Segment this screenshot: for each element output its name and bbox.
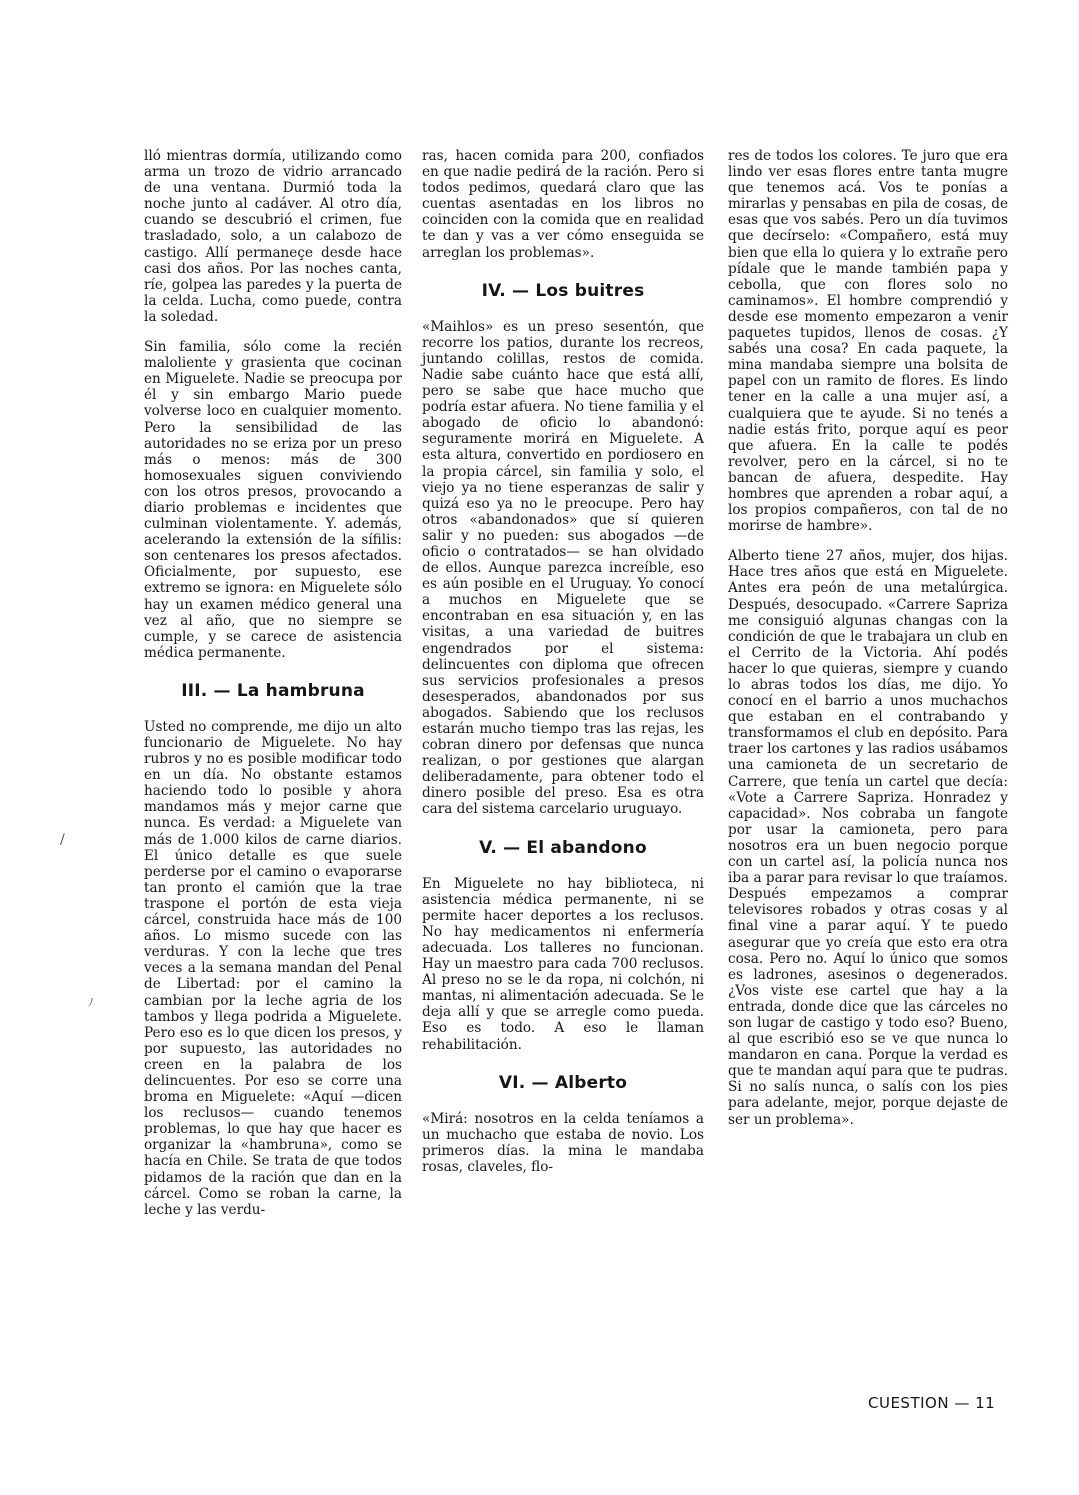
paragraph: En Miguelete no hay biblioteca, ni asistencia médica permanente, ni se permite hacer deportes a los reclusos. No hay medicamentos ni enfermería adecuada. Los talleres no funcionan. Hay un maestro para cada 700 reclusos. Al preso no se le da ropa, ni colchón, ni mantas, ni alimentación adecuada. Se le deja allí y que se arregle como pueda. Eso es todo. A eso le llaman rehabilitación. bbox=[422, 875, 704, 1053]
page-footer: CUESTION — 11 bbox=[868, 1394, 996, 1412]
paragraph: Usted no comprende, me dijo un alto funcionario de Miguelete. No hay rubros y no es posible modificar todo en un día. No obstante estamos haciendo todo lo posible y ahora mandamos más y mejor carne que nunca. Es verdad: a Miguelete van más de 1.000 kilos de carne diarios. El único detalle es que suele perderse por el camino o evaporarse tan pronto el camión que la trae traspone el portón de esta vieja cárcel, construida hace más de 100 años. Lo mismo sucede con las verduras. Y con la leche que tres veces a la semana mandan del Penal de Libertad: por el camino la cambian por la leche agria de los tambos y llega podrida a Miguelete. Pero eso es lo que dicen los presos, y por supuesto, las autoridades no creen en la palabra de los delincuentes. Por eso se corre una broma en Miguelete: «Aquí —dicen los reclusos— cuando tenemos problemas, lo que hay que hacer es organizar la «hambruna», como se hacía en Chile. Se trata de que todos pidamos de la ración que dan en la cárcel. Como se roban la carne, la leche y las verdu- bbox=[144, 718, 402, 1218]
column-3 bbox=[728, 148, 1008, 1128]
section-heading-los-buitres: IV. — Los buitres bbox=[481, 280, 645, 301]
column-2 bbox=[422, 148, 704, 1175]
column-1 bbox=[144, 148, 402, 1218]
paragraph: «Maihlos» es un preso sesentón, que recorre los patios, durante los recreos, juntando colillas, restos de comida. Nadie sabe cuánto hace que está allí, pero se sabe que hace mucho que podría estar afuera. No tiene familia y el abogado de oficio lo abandonó: seguramente morirá en Miguelete. A esta altura, convertido en pordiosero en la propia cárcel, sin familia y solo, el viejo ya no tiene esperanzas de salir y quizá eso ya no le preocupe. Pero hay otros «abandonados» que sí quieren salir y no pueden: sus abogados —de oficio o contratados— se han olvidado de ellos. Aunque parezca increíble, eso es aún posible en el Uruguay. Yo conocí a muchos en Miguelete que se encontraban en esa situación y, en las visitas, a una variedad de buitres engendrados por el sistema: delincuentes con diploma que ofrecen sus servicios profesionales a presos desesperados, abandonados por sus abogados. Sabiendo que los reclusos estarán mucho tiempo tras las rejas, les cobran dinero por defensas que nunca realizan, o por gestiones que alargan deliberadamente, para obtener todo el dinero posible del preso. Esa es otra cara del sistema carcelario uruguayo. bbox=[422, 318, 704, 818]
section-heading-la-hambruna: III. — La hambruna bbox=[181, 680, 365, 701]
section-heading-el-abandono: V. — El abandono bbox=[479, 837, 647, 858]
section-heading-alberto: VI. — Alberto bbox=[498, 1072, 628, 1093]
paragraph: ras, hacen comida para 200, confiados en que nadie pedirá de la ración. Pero si todos pedimos, quedará claro que las cuentas asentadas en los libros no coinciden con la comida que en realidad te dan y vas a ver cómo enseguida se arreglan los problemas». bbox=[422, 148, 704, 261]
paragraph: Alberto tiene 27 años, mujer, dos hijas. Hace tres años que está en Miguelete. Antes era peón de una metalúrgica. Después, desocupado. «Carrere Sapriza me consiguió algunas changas con la condición de que le trabajara un club en el Cerrito de la Victoria. Ahí podés hacer lo que quieras, siempre y cuando lo abras todos los días, me dijo. Yo conocí en el barrio a unos muchachos que estaban en el contrabando y transformamos el club en depósito. Para traer los cartones y las radios usábamos una camioneta de un secretario de Carrere, que tenía un cartel que decía: «Vote a Carrere Sapriza. Honradez y capacidad». Nos cobraba un fangote por usar la camioneta, pero para nosotros era un buen negocio porque con un cartel así, la policía nunca nos iba a parar para revisar lo que traíamos. Después empezamos a comprar televisores robados y otras cosas y al final vine a parar aquí. Y te puedo asegurar que yo creía que esto era otra cosa. Pero no. Aquí lo único que somos es ladrones, asesinos o degenerados. ¿Vos viste ese cartel que hay a la entrada, donde dice que las cárceles no son lugar de castigo y todo eso? Bueno, al que escribió eso se ve que nunca lo mandaron en cana. Porque la verdad es que te mandan aquí para que te pudras. Si no salís nunca, o salís con los pies para adelante, mejor, porque dejaste de ser un problema». bbox=[728, 548, 1008, 1128]
margin-mark: / bbox=[60, 832, 65, 848]
paragraph: lló mientras dormía, utilizando como arma un trozo de vidrio arrancado de una ventana. Durmió toda la noche junto al cadáver. Al otro día, cuando se descubrió el crimen, fue trasladado, solo, a un calabozo de castigo. Allí permaneçe desde hace casi dos años. Por las noches canta, ríe, golpea las paredes y la puerta de la celda. Lucha, como puede, contra la soledad. bbox=[144, 148, 402, 325]
paragraph: «Mirá: nosotros en la celda teníamos a un muchacho que estaba de novio. Los primeros días. la mina le mandaba rosas, claveles, flo- bbox=[422, 1110, 704, 1175]
margin-mark: ﾉ bbox=[88, 996, 94, 1009]
paragraph: res de todos los colores. Te juro que era lindo ver esas flores entre tanta mugre que tenemos acá. Vos te ponías a mirarlas y pensabas en pila de cosas, de esas que vos sabés. Pero un día tuvimos que decírselo: «Compañero, está muy bien que ella lo quiera y lo extrañe pero pídale que le mande también papa y cebolla, que con flores solo no caminamos». El hombre comprendió y desde ese momento empezaron a venir paquetes tupidos, llenos de cosas. ¿Y sabés una cosa? En cada paquete, la mina mandaba siempre una bolsita de papel con un ramito de flores. Es lindo tener en la calle a una mujer así, a cualquiera que te ayude. Si no tenés a nadie estás frito, porque aquí es peor que afuera. En la calle te podés revolver, pero en la cárcel, si no te bancan de afuera, despedite. Hay hombres que aprenden a robar aquí, a los propios compañeros, con tal de no morirse de hambre». bbox=[728, 148, 1008, 535]
paragraph: Sin familia, sólo come la recién maloliente y grasienta que cocinan en Miguelete. Nadie se preocupa por él y sin embargo Mario puede volverse loco en cualquier momento. Pero la sensibilidad de las autoridades no se eriza por un preso más o menos: más de 300 homosexuales siguen conviviendo con los otros presos, provocando a diario problemas e incidentes que culminan violentamente. Y. además, acelerando la extensión de la sífilis: son centenares los presos afectados. Oficialmente, por supuesto, ese extremo se ignora: en Miguelete sólo hay un examen médico general una vez al año, que no siempre se cumple, y se carece de asistencia médica permanente. bbox=[144, 339, 402, 661]
